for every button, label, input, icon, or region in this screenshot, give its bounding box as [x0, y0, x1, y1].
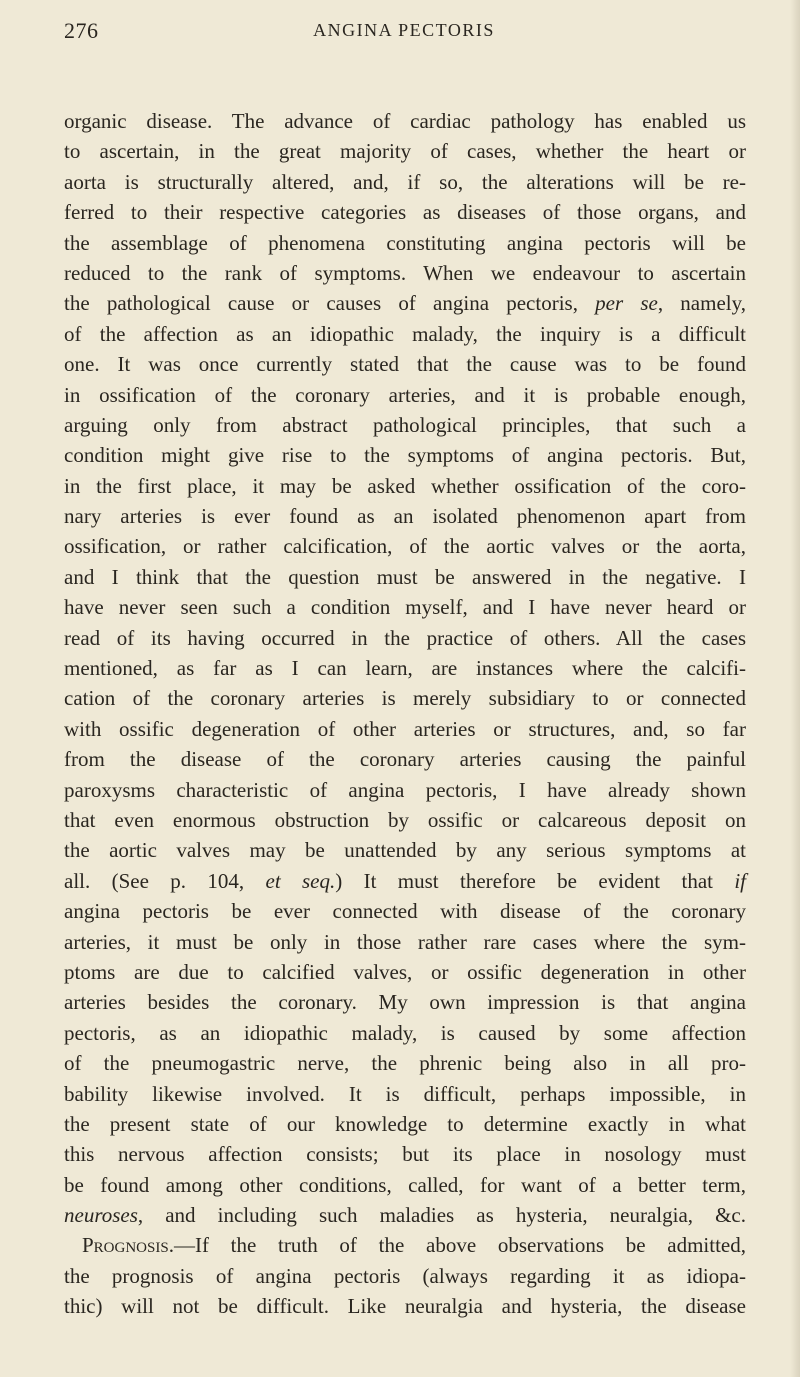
text-line: of the pneumogastric nerve, the phrenic being also in all pro-: [64, 1051, 746, 1076]
text-line: from the disease of the coronary arteries causing the painful: [64, 747, 746, 772]
text-line: the present state of our knowledge to determine exactly in what: [64, 1111, 746, 1136]
text-line: with ossific degeneration of other arteries or structures, and, so far: [64, 716, 746, 741]
page-number: 276: [64, 18, 99, 43]
text-line: condition might give rise to the symptoms of angina pectoris. But,: [64, 443, 746, 468]
text-line: the prognosis of angina pectoris (always regarding it as idiopa-: [64, 1263, 746, 1288]
text-line: nary arteries is ever found as an isolated phenomenon apart from: [64, 504, 746, 529]
text-line: be found among other conditions, called, for want of a better term,: [64, 1172, 746, 1197]
text-line: the aortic valves may be unattended by any serious symptoms at: [64, 838, 746, 863]
text-line: all. (See p. 104, et seq.) It must therefore be evident that if: [64, 868, 747, 893]
text-line: to ascertain, in the great majority of cases, whether the heart or: [64, 139, 746, 164]
running-title: ANGINA PECTORIS: [313, 20, 495, 40]
text-line: of the affection as an idiopathic malady, the inquiry is a difficult: [64, 321, 746, 346]
text-line: angina pectoris be ever connected with disease of the coronary: [64, 899, 746, 924]
text-line: paroxysms characteristic of angina pectoris, I have already shown: [64, 777, 746, 802]
text-line: reduced to the rank of symptoms. When we endeavour to ascertain: [64, 260, 746, 285]
text-line: pectoris, as an idiopathic malady, is caused by some affection: [64, 1020, 746, 1045]
body-text: [64, 106, 746, 1322]
text-line: ossification, or rather calcification, of the aortic valves or the aorta,: [64, 534, 746, 559]
text-line: thic) will not be difficult. Like neuralgia and hysteria, the disease: [64, 1294, 746, 1319]
text-line: organic disease. The advance of cardiac pathology has enabled us: [64, 109, 746, 133]
text-line: ptoms are due to calcified valves, or ossific degeneration in other: [64, 959, 746, 984]
text-line: cation of the coronary arteries is merely subsidiary to or connected: [64, 686, 746, 711]
text-line: this nervous affection consists; but its place in nosology must: [64, 1142, 746, 1167]
text-line: the assemblage of phenomena constituting angina pectoris will be: [64, 230, 746, 255]
text-line: that even enormous obstruction by ossific or calcareous deposit on: [64, 807, 746, 832]
text-line: arteries, it must be only in those rather rare cases where the sym-: [64, 929, 746, 954]
text-line: read of its having occurred in the practice of others. All the cases: [64, 625, 746, 650]
text-line: the pathological cause or causes of angina pectoris, per se, namely,: [64, 291, 746, 316]
text-line: have never seen such a condition myself, and I have never heard or: [64, 595, 746, 620]
text-line: ferred to their respective categories as diseases of those organs, and: [64, 200, 746, 225]
text-line: one. It was once currently stated that the cause was to be found: [64, 352, 746, 377]
text-line: in ossification of the coronary arteries, and it is probable enough,: [64, 382, 746, 407]
text-line: aorta is structurally altered, and, if so, the alterations will be re-: [64, 169, 746, 194]
page-header: [64, 10, 744, 46]
text-line: and I think that the question must be answered in the negative. I: [64, 564, 746, 589]
text-line-prognosis: Prognosis.—If the truth of the above observations be admitted,: [82, 1233, 746, 1258]
text-line: arteries besides the coronary. My own impression is that angina: [64, 990, 746, 1015]
text-line: arguing only from abstract pathological principles, that such a: [64, 412, 746, 437]
text-line: in the first place, it may be asked whether ossification of the coro-: [64, 473, 746, 498]
text-line: mentioned, as far as I can learn, are instances where the calcifi-: [64, 656, 746, 681]
text-line: neuroses, and including such maladies as hysteria, neuralgia, &c.: [64, 1203, 746, 1228]
text-line: bability likewise involved. It is difficult, perhaps impossible, in: [64, 1081, 746, 1106]
page-edge-shadow: [790, 0, 800, 1377]
